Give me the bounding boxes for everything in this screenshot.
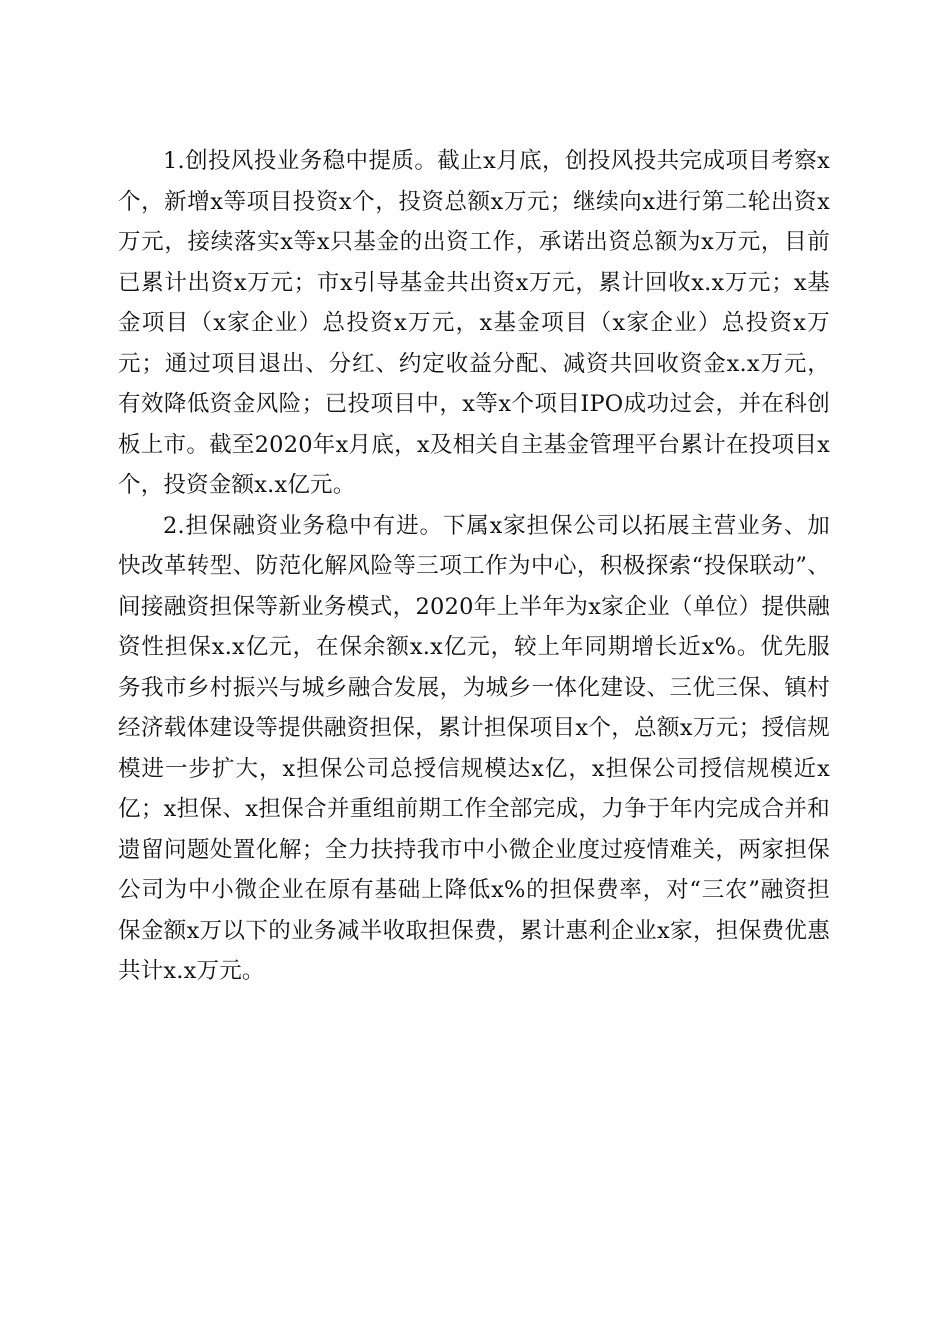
paragraph-venture-investment: 1.创投风投业务稳中提质。截止x月底，创投风投共完成项目考察x个，新增x等项目投资x个，投资总额x万元；继续向x进行第二轮出资x万元，接续落实x等x只基金的出资工作，承诺出资总额为x万元，目前已累计出资x万元；市x引导基金共出资x万元，累计回收x.x万元；x基金项目（x家企业）总投资x万元，x基金项目（x家企业）总投资x万元；通过项目退出、分红、约定收益分配、减资共回收资金x.x万元，有效降低资金风险；已投项目中，x等x个项目IPO成功过会，并在科创板上市。截至2020年x月底，x及相关自主基金管理平台累计在投项目x个，投资金额x.x亿元。: [118, 148, 830, 498]
document-body: [118, 141, 830, 992]
paragraph-guarantee-financing: 2.担保融资业务稳中有进。下属x家担保公司以拓展主营业务、加快改革转型、防范化解风险等三项工作为中心，积极探索“投保联动”、间接融资担保等新业务模式，2020年上半年为x家企业（单位）提供融资性担保x.x亿元，在保余额x.x亿元，较上年同期增长近x%。优先服务我市乡村振兴与城乡融合发展，为城乡一体化建设、三优三保、镇村经济载体建设等提供融资担保，累计担保项目x个，总额x万元；授信规模进一步扩大，x担保公司总授信规模达x亿，x担保公司授信规模近x亿；x担保、x担保合并重组前期工作全部完成，力争于年内完成合并和遗留问题处置化解；全力扶持我市中小微企业度过疫情难关，两家担保公司为中小微企业在原有基础上降低x%的担保费率，对“三农”融资担保金额x万以下的业务减半收取担保费，累计惠利企业x家，担保费优惠共计x.x万元。: [118, 512, 830, 984]
